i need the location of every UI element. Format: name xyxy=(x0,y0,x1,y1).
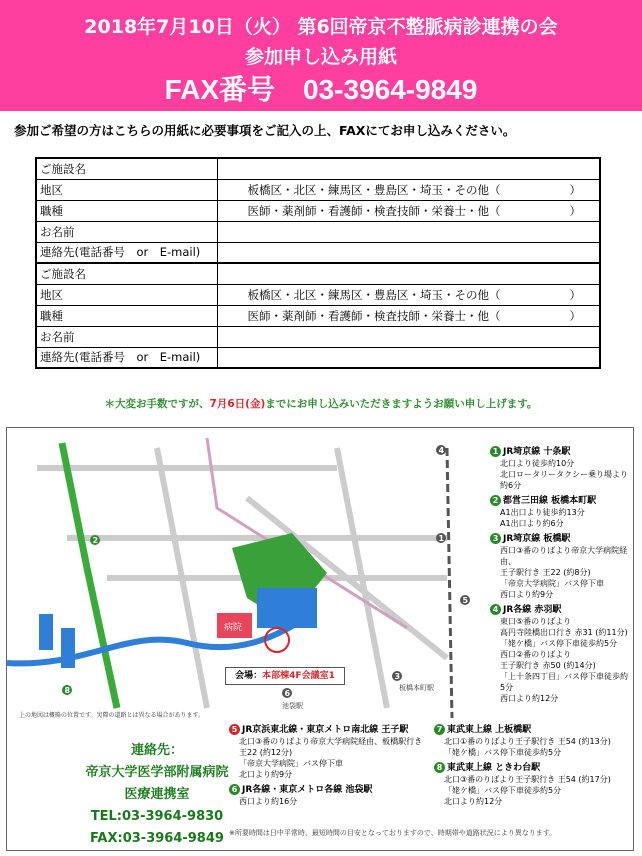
hospital-label: 病院 xyxy=(224,623,243,633)
routes-bottom-left xyxy=(229,720,429,807)
route-number-icon: 1 xyxy=(490,446,501,457)
form-field[interactable]: 医師・薬剤師・看護師・検査技師・栄養士・他（ ） xyxy=(217,200,600,221)
svg-text:1: 1 xyxy=(438,534,445,543)
deadline-notice xyxy=(0,396,642,411)
form-label: 職種 xyxy=(36,305,217,326)
venue-label xyxy=(225,667,345,685)
map-footnote: 上の地図は概略の位置です。実際の道路とは異なる場合があります。 xyxy=(19,712,205,719)
form-label: 職種 xyxy=(36,200,217,221)
notice-date: 7月6日(金) xyxy=(209,398,266,410)
form-row xyxy=(36,263,600,284)
route-title-text: 東武東上線 上板橋駅 xyxy=(447,725,532,735)
form-label: お名前 xyxy=(36,326,217,347)
intro-text: 参加ご希望の方はこちらの用紙に必要事項をご記入の上、FAXにてお申し込みください。 xyxy=(14,123,516,138)
route-title xyxy=(490,495,630,507)
application-form xyxy=(35,157,601,369)
route-line: 「帝京大学病院」バス停下車 xyxy=(239,759,343,768)
contact-tel: TEL:03-3964-9830 xyxy=(90,809,224,824)
event-title: 2018年7月10日（火） 第6回帝京不整脈病診連携の会 xyxy=(84,16,558,38)
header-banner xyxy=(0,0,642,111)
route-title xyxy=(490,533,630,545)
route-number-icon: 3 xyxy=(490,533,501,544)
form-row xyxy=(36,305,600,326)
svg-text:4: 4 xyxy=(438,446,445,455)
route-title xyxy=(229,784,429,796)
form-label: 地区 xyxy=(36,179,217,200)
form-field[interactable]: 板橋区・北区・練馬区・豊島区・埼玉・その他（ ） xyxy=(217,179,600,200)
route-title-text: 都営三田線 板橋本町駅 xyxy=(503,496,597,506)
route-title xyxy=(434,762,634,774)
route-title xyxy=(434,724,634,736)
route-line: 西口より約12分 xyxy=(500,694,559,703)
fax-number: FAX番号 03-3964-9849 xyxy=(164,74,478,105)
form-label: お名前 xyxy=(36,221,217,242)
svg-text:3: 3 xyxy=(394,672,401,681)
route-title-text: JR京浜東北線・東京メトロ南北線 王子駅 xyxy=(242,725,409,735)
svg-text:8: 8 xyxy=(64,686,71,695)
route-title xyxy=(229,724,429,736)
form-field[interactable] xyxy=(217,242,600,263)
form-row xyxy=(36,179,600,200)
svg-text:板橋本町駅: 板橋本町駅 xyxy=(399,684,434,692)
route-number-icon: 2 xyxy=(490,495,501,506)
form-row xyxy=(36,284,600,305)
route-line: 約6分 xyxy=(500,481,522,490)
route-line: 北口より徒歩約10分 xyxy=(500,459,575,468)
route-title-text: JR埼京線 十条駅 xyxy=(503,447,571,457)
notice-pre: ＊大変お手数ですが、 xyxy=(104,398,210,410)
form-row xyxy=(36,242,600,263)
svg-text:6: 6 xyxy=(284,689,291,698)
route-title-text: JR埼京線 板橋駅 xyxy=(503,534,571,544)
route-line: 西口より約9分 xyxy=(500,590,554,599)
route-number-icon: 4 xyxy=(490,604,501,615)
route-line: 王子駅行き 赤50 (約14分) xyxy=(500,661,596,670)
notice-post: までにお申し込みいただきますようお願い申し上げます。 xyxy=(265,398,538,410)
route-line: 西口②番のりばより xyxy=(500,650,572,659)
form-field[interactable] xyxy=(217,221,600,242)
form-field[interactable] xyxy=(217,158,600,179)
svg-text:池袋駅: 池袋駅 xyxy=(282,702,303,710)
venue-name: 本部棟4F会議室1 xyxy=(262,671,335,681)
route-line: 北口より約9分 xyxy=(239,770,293,779)
route-line: 西口より約16分 xyxy=(239,797,298,806)
form-row xyxy=(36,347,600,368)
form-label: 連絡先(電話番号 or E-mail) xyxy=(36,242,217,263)
svg-text:2: 2 xyxy=(92,536,99,545)
form-label: 連絡先(電話番号 or E-mail) xyxy=(36,347,217,368)
route-line: 「姥ケ橋」バス停下車徒歩約5分 xyxy=(444,748,562,757)
contact-block xyxy=(67,740,247,850)
route-line: 高円寺陸橋出口行き 赤31 (約11分) xyxy=(500,628,628,637)
form-label: ご施設名 xyxy=(36,158,217,179)
form-label: ご施設名 xyxy=(36,263,217,284)
form-label: 地区 xyxy=(36,284,217,305)
route-line: 北口③番のりばより王子駅行き 王54 (約17分) xyxy=(444,775,611,784)
form-field[interactable] xyxy=(217,263,600,284)
form-row xyxy=(36,326,600,347)
route-line: 東口⑤番のりばより xyxy=(500,617,572,626)
route-number-icon: 6 xyxy=(229,784,240,795)
contact-org2: 医療連携室 xyxy=(124,787,190,802)
route-number-icon: 7 xyxy=(434,724,445,735)
route-line: 王子駅行き 王22 (約8分) xyxy=(500,568,591,577)
route-line: A1出口より約6分 xyxy=(500,519,564,528)
form-row xyxy=(36,158,600,179)
form-field[interactable]: 医師・薬剤師・看護師・検査技師・栄養士・他（ ） xyxy=(217,305,600,326)
route-title xyxy=(490,604,630,616)
route-title-text: JR各線・東京メトロ各線 池袋駅 xyxy=(242,785,373,795)
route-line: 「帝京大学病院」バス停下車 xyxy=(500,579,604,588)
routes-bottom-right xyxy=(434,720,634,807)
route-number-icon: 8 xyxy=(434,762,445,773)
route-line: 北口より約12分 xyxy=(444,797,503,806)
form-row xyxy=(36,221,600,242)
route-line: 西口③番のりばより帝京大学病院経由、 xyxy=(500,546,628,566)
contact-title: 連絡先： xyxy=(130,743,183,758)
form-title: 参加申し込み用紙 xyxy=(244,46,397,68)
access-map-panel xyxy=(6,427,634,851)
route-title-text: JR各線 赤羽駅 xyxy=(503,605,562,615)
route-line: A1出口より徒歩約13分 xyxy=(500,508,585,517)
contact-org1: 帝京大学医学部附属病院 xyxy=(85,765,229,780)
form-field[interactable] xyxy=(217,326,600,347)
form-field[interactable] xyxy=(217,347,600,368)
route-number-icon: 5 xyxy=(229,724,240,735)
route-line: 北口ロータリータクシー乗り場より xyxy=(500,470,628,479)
route-title-text: 東武東上線 ときわ台駅 xyxy=(447,763,541,773)
travel-time-note: ※所要時間は日中平常時、最短時間の目安となっておりますので、時期帯や道路状況により異なります。 xyxy=(229,829,557,837)
form-row xyxy=(36,200,600,221)
route-line: 「上十条四丁目」バス停下車徒歩約5分 xyxy=(500,672,628,692)
route-line: 北口③番のりばより帝京大学病院経由、板橋駅行き 王22 (約12分) xyxy=(239,737,423,757)
routes-right-column xyxy=(490,442,630,704)
route-line: 北口①番のりばより王子駅行き 王54 (約13分) xyxy=(444,737,611,746)
route-line: 「姥ケ橋」バス停下車徒歩約5分 xyxy=(444,786,562,795)
svg-text:5: 5 xyxy=(462,596,469,605)
venue-prefix: 会場： xyxy=(235,671,263,681)
contact-fax: FAX:03-3964-9849 xyxy=(90,831,224,846)
form-field[interactable]: 板橋区・北区・練馬区・豊島区・埼玉・その他（ ） xyxy=(217,284,600,305)
route-title xyxy=(490,446,630,458)
route-line: 「姥ケ橋」バス停下車徒歩約5分 xyxy=(500,639,618,648)
